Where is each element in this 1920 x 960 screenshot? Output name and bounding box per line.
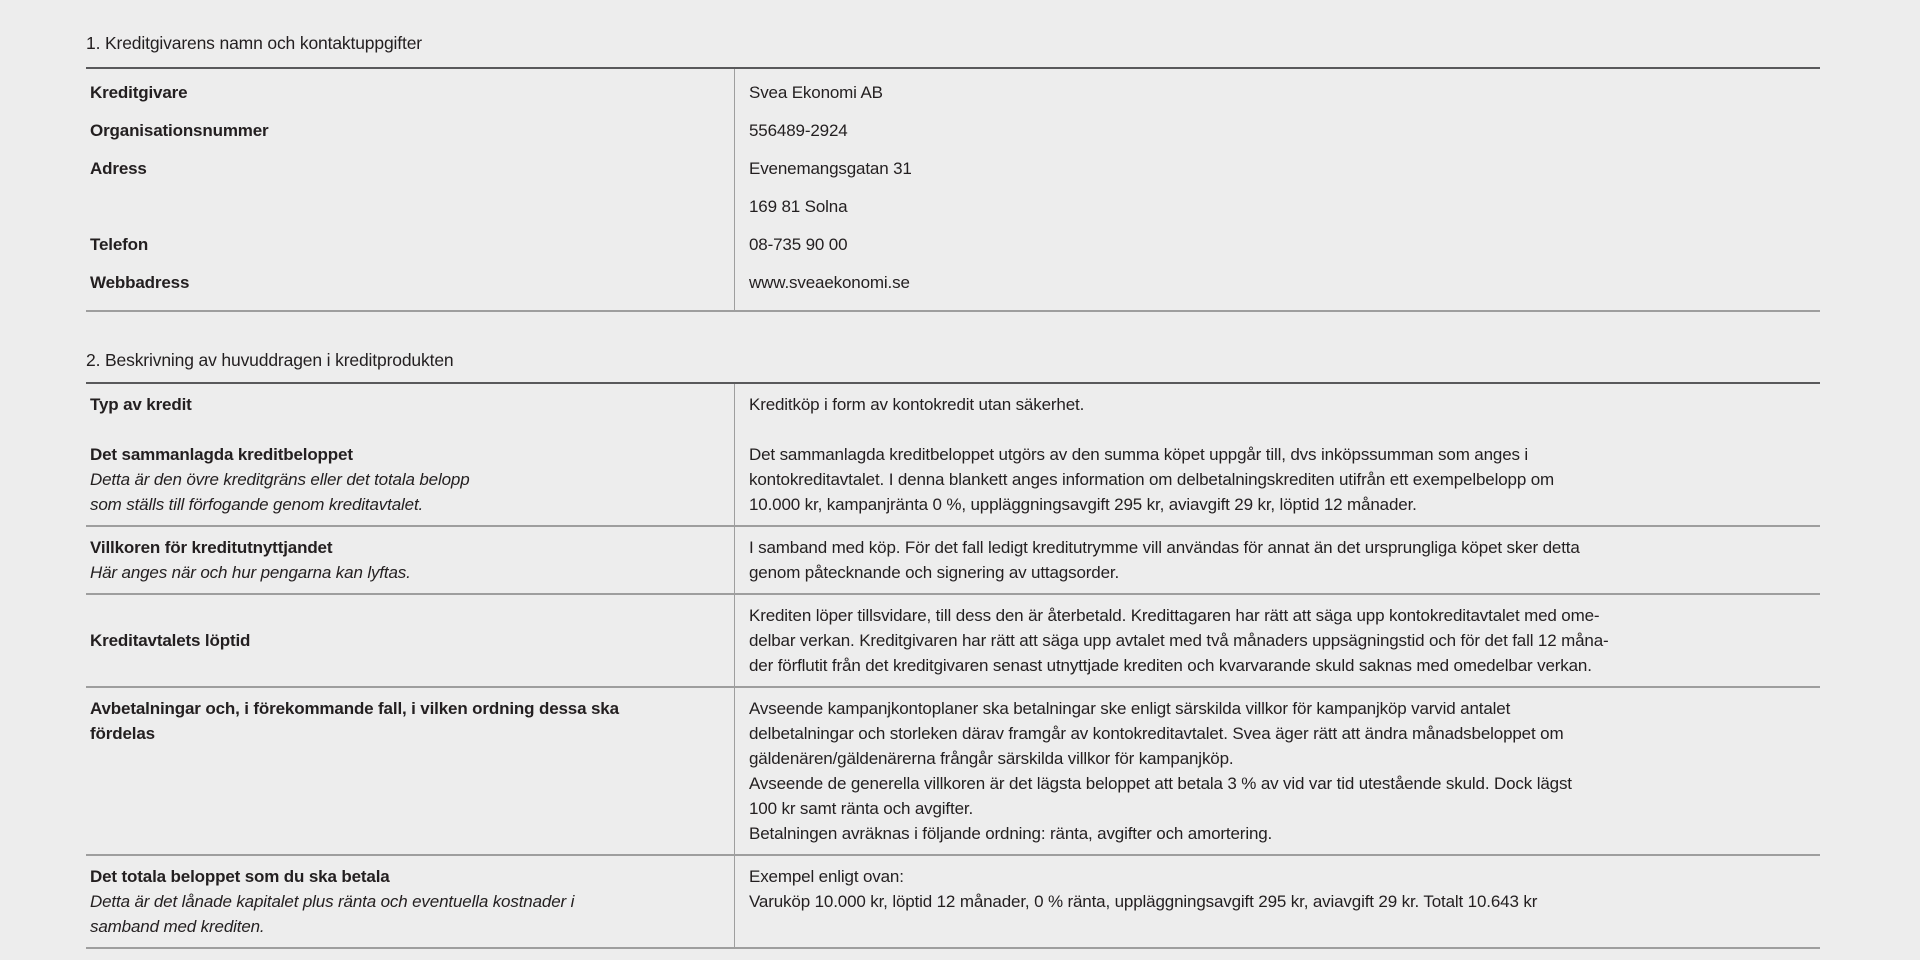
value-line: genom påtecknande och signering av uttagsorder. (749, 563, 1120, 582)
row-label: Organisationsnummer (90, 121, 269, 140)
row-label-note: Detta är den övre kreditgräns eller det totala belopp (90, 470, 470, 489)
value-line: 08-735 90 00 (749, 235, 848, 254)
value-line: 556489-2924 (749, 121, 848, 140)
row-label: Telefon (90, 235, 149, 254)
value-line: Avseende kampanjkontoplaner ska betalningar ske enligt särskilda villkor för kampanjköp varvid antalet (749, 699, 1511, 718)
credit-product-table (86, 382, 1820, 949)
value-line: I samband med köp. För det fall ledigt kreditutrymme vill användas för annat än det ursprungliga köpet sker detta (749, 538, 1580, 557)
row-label-note: som ställs till förfogande genom kreditavtalet. (90, 495, 424, 514)
value-line: der förflutit från det kreditgivaren senast utnyttjade krediten och kvarvarande skuld saknas med omedelbar verkan. (749, 656, 1592, 675)
row-label (86, 620, 734, 661)
row-value (734, 226, 1820, 264)
value-line: Det sammanlagda kreditbeloppet utgörs av den summa köpet uppgår till, dvs inköpssumman som anges i (749, 445, 1529, 464)
row-value (734, 264, 1820, 310)
value-line: www.sveaekonomi.se (749, 273, 910, 292)
value-line: gäldenären/gäldenärerna frångår särskilda villkor för kampanjköp. (749, 749, 1234, 768)
table-row-creditor (86, 69, 1820, 112)
section-2-heading: 2. Beskrivning av huvuddragen i kreditprodukten (86, 350, 454, 370)
value-line: Svea Ekonomi AB (749, 83, 883, 102)
row-label: Adress (90, 159, 147, 178)
value-line: Evenemangsgatan 31 (749, 159, 912, 178)
value-line: kontokreditavtalet. I denna blankett anges information om delbetalningskrediten utifrån ett exempelbelopp om (749, 470, 1555, 489)
row-label: Webbadress (90, 273, 190, 292)
row-label-text: Villkoren för kreditutnyttjandet (90, 538, 333, 557)
row-value (734, 856, 1820, 947)
value-line: 10.000 kr, kampanjränta 0 %, uppläggningsavgift 295 kr, aviavgift 29 kr, löptid 12 månader. (749, 495, 1417, 514)
table-row-agreement-duration (86, 593, 1820, 686)
row-label-text: Det totala beloppet som du ska betala (90, 867, 390, 886)
row-value (734, 150, 1820, 226)
row-value (734, 69, 1820, 112)
row-label-text: Avbetalningar och, i förekommande fall, i vilken ordning dessa ska (90, 699, 619, 718)
row-label-note: Detta är det lånade kapitalet plus ränta och eventuella kostnader i (90, 892, 575, 911)
row-value (734, 595, 1820, 686)
value-line: Kreditköp i form av kontokredit utan säkerhet. (749, 395, 1085, 414)
value-line: 169 81 Solna (749, 197, 848, 216)
row-label-text: Det sammanlagda kreditbeloppet (90, 445, 353, 464)
row-value (734, 527, 1820, 593)
row-label (86, 434, 734, 525)
value-line: 100 kr samt ränta och avgifter. (749, 799, 974, 818)
row-label-note: Här anges när och hur pengarna kan lyftas. (90, 563, 411, 582)
row-value (734, 688, 1820, 854)
value-line: Avseende de generella villkoren är det lägsta beloppet att betala 3 % av vid var tid utestående skuld. Dock lägst (749, 774, 1572, 793)
table-row-drawdown-conditions (86, 525, 1820, 593)
table-row-credit-type (86, 384, 1820, 434)
value-line: delbar verkan. Kreditgivaren har rätt att säga upp avtalet med två månaders uppsägningstid och för det fall 12 måna- (749, 631, 1609, 650)
value-line: Exempel enligt ovan: (749, 867, 904, 886)
row-label (86, 856, 734, 947)
row-value (734, 112, 1820, 150)
value-line: Betalningen avräknas i följande ordning: ränta, avgifter och amortering. (749, 824, 1273, 843)
creditor-contact-table (86, 67, 1820, 312)
table-row-installments (86, 686, 1820, 854)
row-label-text: fördelas (90, 724, 155, 743)
row-label (86, 688, 734, 854)
table-row-phone (86, 226, 1820, 264)
row-label-note: samband med krediten. (90, 917, 265, 936)
row-label: Kreditgivare (90, 83, 188, 102)
row-label-text: Kreditavtalets löptid (90, 631, 251, 650)
value-line: Varuköp 10.000 kr, löptid 12 månader, 0 % ränta, uppläggningsavgift 295 kr, aviavgift 29 kr. Totalt 10.643 kr (749, 892, 1538, 911)
row-value (734, 384, 1820, 434)
row-label (86, 527, 734, 593)
table-row-website (86, 264, 1820, 310)
section-1-heading: 1. Kreditgivarens namn och kontaktuppgifter (86, 33, 422, 53)
row-value (734, 434, 1820, 525)
table-row-total-amount-payable (86, 854, 1820, 947)
row-label (86, 384, 734, 434)
value-line: Krediten löper tillsvidare, till dess den är återbetald. Kredittagaren har rätt att säga upp kontokreditavtalet med ome- (749, 606, 1600, 625)
value-line: delbetalningar och storleken därav framgår av kontokreditavtalet. Svea äger rätt att ändra månadsbeloppet om (749, 724, 1564, 743)
row-label-text: Typ av kredit (90, 395, 192, 414)
table-row-address (86, 150, 1820, 226)
table-row-org-number (86, 112, 1820, 150)
table-row-total-credit-amount (86, 434, 1820, 525)
